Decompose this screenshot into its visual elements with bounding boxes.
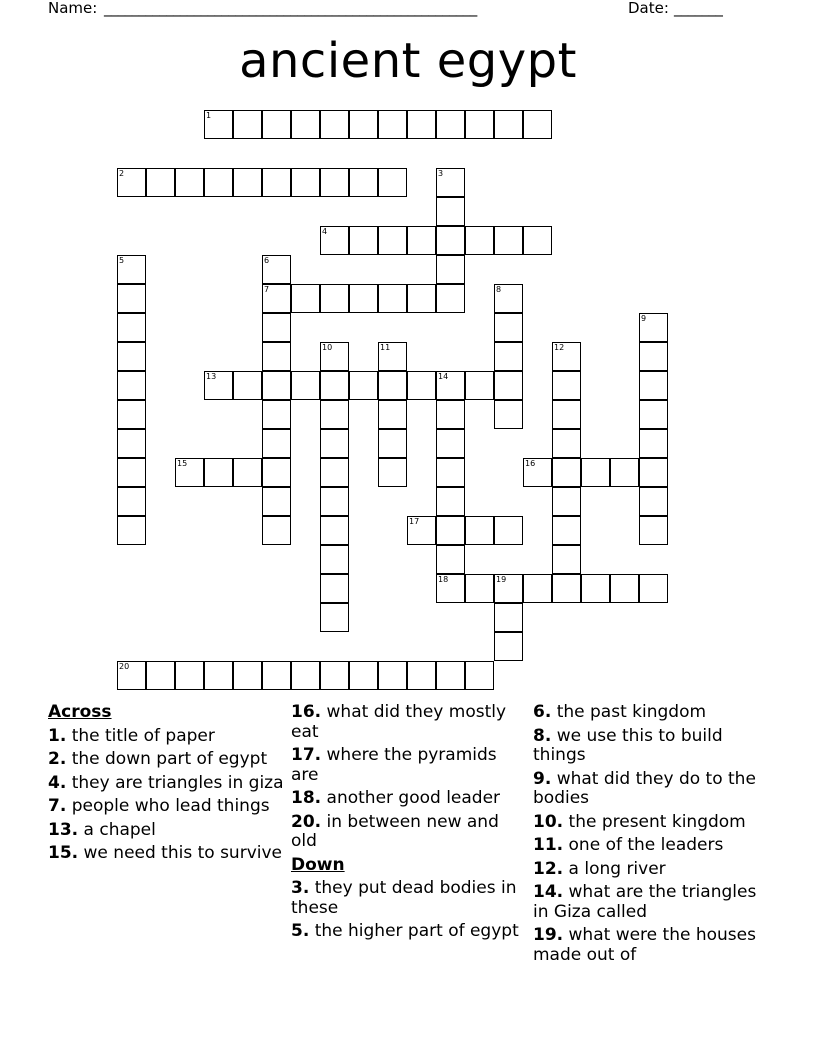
clue	[533, 727, 769, 766]
grid-cell[interactable]	[320, 545, 349, 574]
grid-cell[interactable]	[639, 342, 668, 371]
grid-cell[interactable]	[494, 400, 523, 429]
grid-cell[interactable]	[320, 429, 349, 458]
grid-cell[interactable]	[320, 226, 349, 255]
grid-cell[interactable]	[523, 226, 552, 255]
grid-cell[interactable]	[378, 400, 407, 429]
clue	[291, 879, 527, 918]
grid-cell[interactable]	[117, 255, 146, 284]
grid-cell[interactable]	[117, 458, 146, 487]
grid-cell[interactable]	[262, 371, 291, 400]
clue-column-1	[48, 703, 284, 868]
clue	[48, 797, 284, 817]
grid-cell[interactable]	[378, 226, 407, 255]
name-line[interactable]: ______________________________________________________	[104, 0, 477, 17]
grid-cell[interactable]	[494, 632, 523, 661]
grid-cell[interactable]	[117, 516, 146, 545]
grid-cell[interactable]	[117, 284, 146, 313]
grid-cell[interactable]	[407, 284, 436, 313]
grid-cell[interactable]	[639, 400, 668, 429]
grid-cell[interactable]	[320, 110, 349, 139]
clue-text: the present kingdom	[568, 811, 746, 832]
clue-number: 13	[206, 372, 217, 381]
clue	[48, 774, 284, 794]
clue-number: 3	[438, 169, 444, 178]
grid-cell[interactable]	[494, 226, 523, 255]
grid-cell[interactable]	[262, 255, 291, 284]
grid-cell[interactable]	[465, 110, 494, 139]
clue-text: where the pyramids are	[291, 745, 497, 785]
clue	[533, 813, 769, 833]
grid-cell[interactable]	[494, 284, 523, 313]
clue	[533, 860, 769, 880]
grid-cell[interactable]	[436, 661, 465, 690]
clue-number: 4	[322, 227, 328, 236]
clue-text: they are triangles in giza	[71, 772, 284, 793]
grid-cell[interactable]	[523, 574, 552, 603]
clue-number-label: 9.	[533, 768, 552, 789]
clue-text: what were the houses made out of	[533, 925, 756, 965]
grid-cell[interactable]	[436, 487, 465, 516]
grid-cell[interactable]	[204, 168, 233, 197]
grid-cell[interactable]	[117, 487, 146, 516]
clue-number: 15	[177, 459, 188, 468]
grid-cell[interactable]	[262, 429, 291, 458]
clue-number: 10	[322, 343, 333, 352]
clue-number-label: 8.	[533, 725, 552, 746]
grid-cell[interactable]	[581, 574, 610, 603]
grid-cell[interactable]	[407, 371, 436, 400]
clue-number-label: 5.	[291, 921, 310, 941]
grid-cell[interactable]	[552, 545, 581, 574]
grid-cell[interactable]	[407, 661, 436, 690]
grid-cell[interactable]	[436, 110, 465, 139]
grid-cell[interactable]	[117, 429, 146, 458]
clue-text: people who lead things	[71, 796, 270, 816]
grid-cell[interactable]	[494, 110, 523, 139]
grid-cell[interactable]	[552, 516, 581, 545]
name-label: Name:	[48, 0, 98, 17]
clue-number: 14	[438, 372, 449, 381]
grid-cell[interactable]	[320, 574, 349, 603]
grid-cell[interactable]	[349, 110, 378, 139]
clue-number-label: 15.	[48, 843, 79, 863]
grid-cell[interactable]	[291, 110, 320, 139]
grid-cell[interactable]	[436, 516, 465, 545]
clue	[291, 922, 527, 942]
grid-cell[interactable]	[262, 661, 291, 690]
grid-cell[interactable]	[262, 284, 291, 313]
grid-cell[interactable]	[639, 371, 668, 400]
clue-text: another good leader	[326, 788, 501, 808]
grid-cell[interactable]	[320, 284, 349, 313]
page-title: ancient egypt	[239, 33, 577, 89]
clue-number-label: 2.	[48, 749, 67, 769]
clue-text: the title of paper	[71, 725, 215, 746]
grid-cell[interactable]	[436, 284, 465, 313]
grid-cell[interactable]	[552, 429, 581, 458]
clue	[533, 883, 769, 922]
grid-cell[interactable]	[117, 371, 146, 400]
clue-number-label: 7.	[48, 796, 67, 816]
grid-cell[interactable]	[117, 313, 146, 342]
grid-cell[interactable]	[407, 226, 436, 255]
clue-number-label: 4.	[48, 772, 67, 793]
clue-text: what are the triangles in Giza called	[533, 882, 757, 922]
clue-number: 2	[119, 169, 125, 178]
grid-cell[interactable]	[320, 516, 349, 545]
clue	[291, 813, 527, 852]
clue-column-2	[291, 703, 527, 946]
clue-number: 16	[525, 459, 536, 468]
grid-cell[interactable]	[494, 371, 523, 400]
clue-number: 8	[496, 285, 502, 294]
grid-cell[interactable]	[436, 371, 465, 400]
grid-cell[interactable]	[175, 661, 204, 690]
grid-cell[interactable]	[494, 603, 523, 632]
grid-cell[interactable]	[552, 458, 581, 487]
clue-number: 7	[264, 285, 270, 294]
clue-number: 5	[119, 256, 125, 265]
grid-cell[interactable]	[117, 400, 146, 429]
grid-cell[interactable]	[262, 110, 291, 139]
grid-cell[interactable]	[639, 516, 668, 545]
clue-number: 12	[554, 343, 565, 352]
grid-cell[interactable]	[494, 342, 523, 371]
clue-text: a chapel	[83, 819, 156, 840]
clue	[48, 750, 284, 770]
grid-cell[interactable]	[320, 603, 349, 632]
grid-cell[interactable]	[436, 429, 465, 458]
clue-number-label: 11.	[533, 835, 564, 855]
grid-cell[interactable]	[494, 516, 523, 545]
grid-cell[interactable]	[320, 342, 349, 371]
grid-cell[interactable]	[320, 661, 349, 690]
grid-cell[interactable]	[204, 110, 233, 139]
grid-cell[interactable]	[378, 429, 407, 458]
grid-cell[interactable]	[436, 168, 465, 197]
grid-cell[interactable]	[639, 429, 668, 458]
grid-cell[interactable]	[117, 168, 146, 197]
grid-cell[interactable]	[610, 458, 639, 487]
grid-cell[interactable]	[436, 574, 465, 603]
clue	[533, 703, 769, 723]
clue-number-label: 18.	[291, 788, 322, 808]
clue-number-label: 13.	[48, 819, 79, 840]
grid-cell[interactable]	[465, 516, 494, 545]
grid-cell[interactable]	[320, 168, 349, 197]
grid-cell[interactable]	[378, 342, 407, 371]
clue-column-3	[533, 703, 769, 969]
grid-cell[interactable]	[349, 371, 378, 400]
clue-text: the higher part of egypt	[314, 921, 519, 941]
clue-text: we use this to build things	[533, 725, 723, 765]
grid-cell[interactable]	[233, 168, 262, 197]
grid-cell[interactable]	[117, 342, 146, 371]
clue	[533, 770, 769, 809]
clue	[291, 703, 527, 742]
grid-cell[interactable]	[320, 400, 349, 429]
clue-number: 18	[438, 575, 449, 584]
grid-cell[interactable]	[233, 371, 262, 400]
grid-cell[interactable]	[349, 284, 378, 313]
clue-number: 20	[119, 662, 130, 671]
grid-cell[interactable]	[262, 487, 291, 516]
grid-cell[interactable]	[639, 458, 668, 487]
grid-cell[interactable]	[378, 458, 407, 487]
grid-cell[interactable]	[262, 168, 291, 197]
grid-cell[interactable]	[175, 458, 204, 487]
grid-cell[interactable]	[349, 661, 378, 690]
grid-cell[interactable]	[581, 458, 610, 487]
grid-cell[interactable]	[552, 487, 581, 516]
clue-text: the past kingdom	[556, 702, 707, 722]
clue-number-label: 1.	[48, 725, 67, 746]
grid-cell[interactable]	[523, 458, 552, 487]
clue-number: 6	[264, 256, 270, 265]
grid-cell[interactable]	[639, 313, 668, 342]
clue-number: 1	[206, 111, 212, 120]
grid-cell[interactable]	[262, 516, 291, 545]
grid-cell[interactable]	[494, 574, 523, 603]
grid-cell[interactable]	[494, 313, 523, 342]
grid-cell[interactable]	[552, 342, 581, 371]
grid-cell[interactable]	[233, 110, 262, 139]
grid-cell[interactable]	[436, 197, 465, 226]
grid-cell[interactable]	[465, 226, 494, 255]
clue-text: we need this to survive	[83, 843, 283, 863]
grid-cell[interactable]	[175, 168, 204, 197]
grid-cell[interactable]	[204, 371, 233, 400]
clue-number: 11	[380, 343, 391, 352]
grid-cell[interactable]	[378, 371, 407, 400]
grid-cell[interactable]	[407, 516, 436, 545]
clue-number-label: 17.	[291, 745, 322, 765]
grid-cell[interactable]	[117, 661, 146, 690]
clue	[291, 746, 527, 785]
grid-cell[interactable]	[465, 661, 494, 690]
date-label: Date:	[628, 0, 669, 17]
clue	[291, 789, 527, 809]
grid-cell[interactable]	[436, 545, 465, 574]
grid-cell[interactable]	[320, 458, 349, 487]
grid-cell[interactable]	[291, 371, 320, 400]
clue-text: one of the leaders	[568, 835, 724, 855]
grid-cell[interactable]	[233, 661, 262, 690]
grid-cell[interactable]	[320, 371, 349, 400]
grid-cell[interactable]	[262, 458, 291, 487]
grid-cell[interactable]	[204, 458, 233, 487]
grid-cell[interactable]	[639, 574, 668, 603]
clue-text: what did they mostly eat	[291, 702, 507, 742]
clue-text: what did they do to the bodies	[533, 768, 756, 808]
section-heading: Down	[291, 854, 345, 875]
grid-cell[interactable]	[378, 661, 407, 690]
grid-cell[interactable]	[552, 400, 581, 429]
clue-number: 19	[496, 575, 507, 584]
clue-text: a long river	[568, 858, 666, 879]
clue-number: 9	[641, 314, 647, 323]
grid-cell[interactable]	[204, 661, 233, 690]
grid-cell[interactable]	[349, 168, 378, 197]
grid-cell[interactable]	[291, 168, 320, 197]
grid-cell[interactable]	[436, 400, 465, 429]
grid-cell[interactable]	[436, 255, 465, 284]
clue	[48, 821, 284, 841]
grid-cell[interactable]	[349, 226, 378, 255]
clue-number: 17	[409, 517, 420, 526]
clue-number-label: 12.	[533, 858, 564, 879]
clue	[48, 727, 284, 747]
grid-cell[interactable]	[523, 110, 552, 139]
grid-cell[interactable]	[436, 226, 465, 255]
grid-cell[interactable]	[407, 110, 436, 139]
grid-cell[interactable]	[465, 371, 494, 400]
clue-text: the down part of egypt	[71, 749, 268, 769]
grid-cell[interactable]	[262, 342, 291, 371]
clue-number-label: 20.	[291, 811, 322, 832]
date-line[interactable]: _______	[674, 0, 723, 17]
clue-number-label: 16.	[291, 702, 322, 722]
clue	[533, 926, 769, 965]
grid-cell[interactable]	[262, 400, 291, 429]
clue	[533, 836, 769, 856]
clue-text: they put dead bodies in these	[291, 878, 517, 918]
grid-cell[interactable]	[639, 487, 668, 516]
grid-cell[interactable]	[552, 371, 581, 400]
grid-cell[interactable]	[291, 661, 320, 690]
grid-cell[interactable]	[378, 110, 407, 139]
grid-cell[interactable]	[436, 458, 465, 487]
grid-cell[interactable]	[465, 574, 494, 603]
clue-number-label: 6.	[533, 702, 552, 722]
clue	[48, 844, 284, 864]
grid-cell[interactable]	[378, 168, 407, 197]
grid-cell[interactable]	[233, 458, 262, 487]
clue-number-label: 14.	[533, 882, 564, 902]
grid-cell[interactable]	[146, 661, 175, 690]
grid-cell[interactable]	[610, 574, 639, 603]
grid-cell[interactable]	[146, 168, 175, 197]
grid-cell[interactable]	[320, 487, 349, 516]
grid-cell[interactable]	[552, 574, 581, 603]
clue-number-label: 10.	[533, 811, 564, 832]
clue-number-label: 3.	[291, 878, 310, 898]
section-heading: Across	[48, 702, 112, 722]
clue-number-label: 19.	[533, 925, 564, 945]
grid-cell[interactable]	[262, 313, 291, 342]
clue-text: in between new and old	[291, 811, 499, 851]
grid-cell[interactable]	[378, 284, 407, 313]
grid-cell[interactable]	[291, 284, 320, 313]
